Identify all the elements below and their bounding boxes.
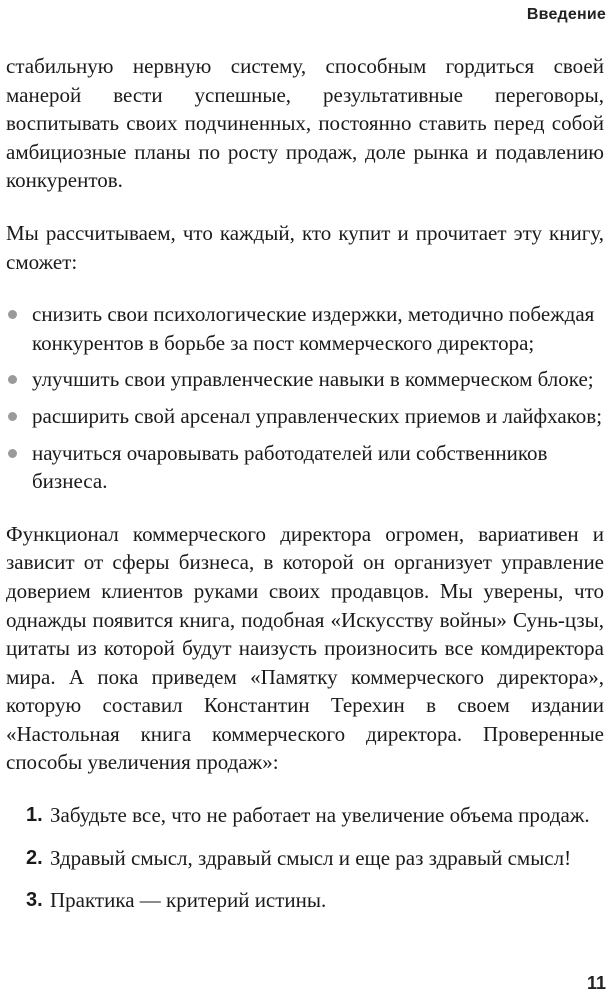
page-content	[6, 52, 604, 929]
list-item-text: расширить свой арсенал управленческих приемов и лайфхаков;	[32, 403, 603, 428]
list-item	[6, 439, 604, 496]
bullet-icon	[8, 412, 17, 421]
list-item	[6, 402, 604, 431]
bullet-icon	[8, 310, 17, 319]
page-number: 11	[586, 973, 606, 993]
list-item	[6, 300, 604, 357]
list-item-text: улучшить свои управленческие навыки в коммерческом блоке;	[32, 367, 594, 392]
list-item-text: научиться очаровывать работодателей или собственников бизнеса.	[32, 440, 548, 494]
list-item-text: снизить свои психологические издержки, методично побеждая конкурентов в борьбе за пост коммерческого директора;	[32, 302, 595, 355]
list-item	[6, 844, 604, 873]
paragraph: Функционал коммерческого директора огромен, вариативен и зависит от сферы бизнеса, в которой он организует управление доверием клиентов руками своих продавцов. Мы уверены, что однажды появится книга, подобная «Искусству войны» Сунь-цзы, цитаты из которой будут наизусть произносить все комдиректора мира. А пока приведем «Памятку коммерческого директора», которую составил Константин Терехин в своем издании «Настольная книга коммерческого директора. Проверенные способы увеличения продаж»:	[6, 521, 604, 775]
list-item	[6, 365, 604, 394]
running-head: Введение	[526, 6, 606, 23]
bullet-list	[6, 300, 604, 496]
list-item	[6, 801, 604, 830]
list-item-number: 3.	[26, 889, 43, 912]
list-item-text: Здравый смысл, здравый смысл и еще раз здравый смысл!	[50, 845, 572, 870]
paragraph: Мы рассчитываем, что каждый, кто купит и прочитает эту книгу, сможет:	[6, 220, 604, 274]
list-item-number: 1.	[26, 804, 43, 827]
numbered-list	[6, 801, 604, 915]
list-item-text: Забудьте все, что не работает на увеличение объема продаж.	[50, 803, 590, 828]
list-item	[6, 886, 604, 915]
paragraph: стабильную нервную систему, способным гордиться своей манерой вести успешные, результативные переговоры, воспитывать своих подчиненных, постоянно ставить перед собой амбициозные планы по росту продаж, доле рынка и подавлению конкурентов.	[6, 54, 604, 193]
bullet-icon	[8, 449, 17, 458]
bullet-icon	[8, 375, 17, 384]
list-item-number: 2.	[26, 846, 43, 869]
list-item-text: Практика — критерий истины.	[50, 888, 327, 913]
